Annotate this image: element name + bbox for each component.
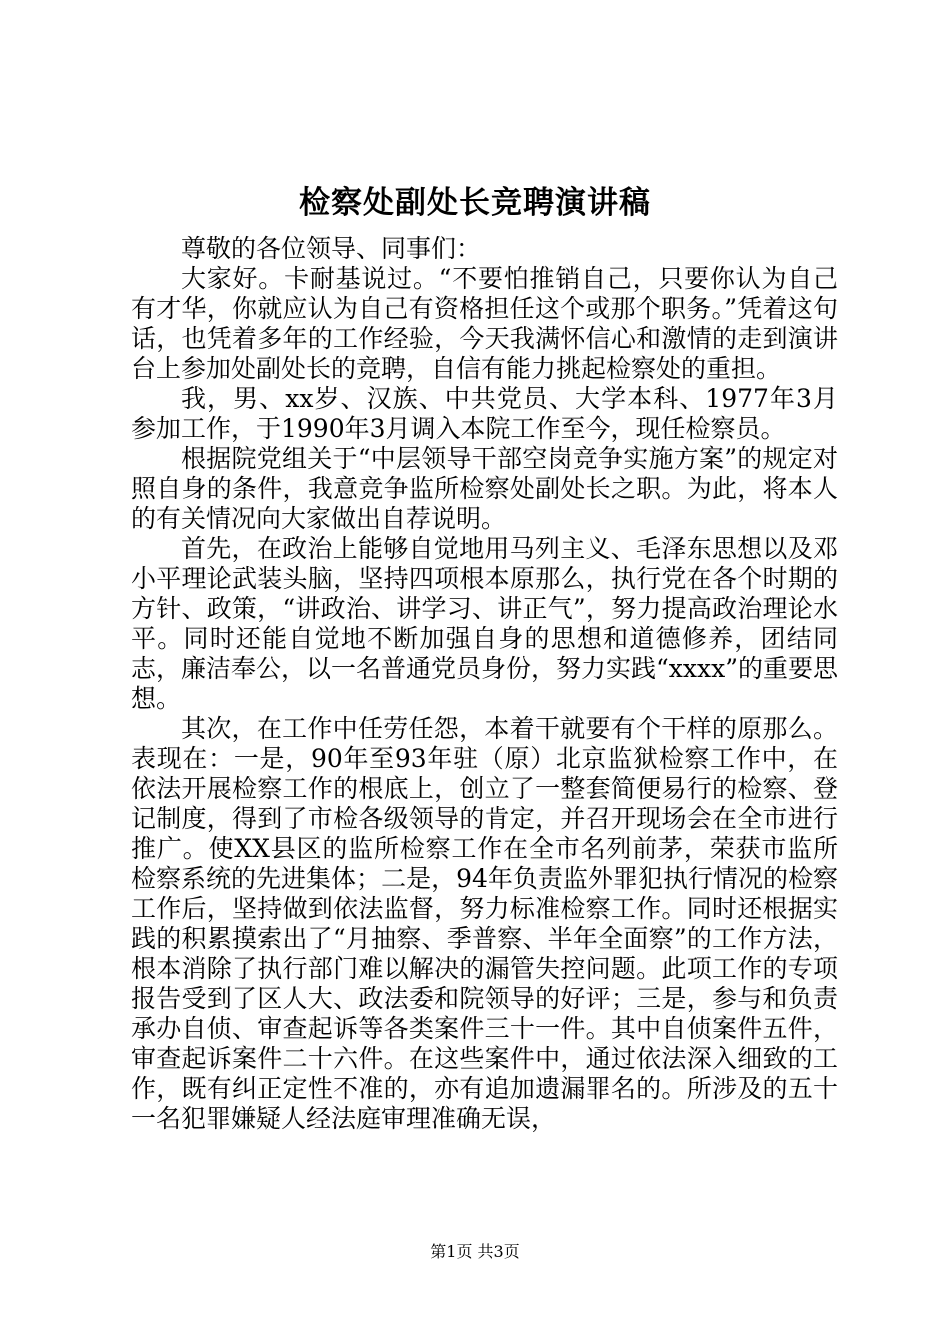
paragraph-work-record: 其次，在工作中任劳任怨，本着干就要有个干样的原那么。表现在：一是，90年至93年驻（原）北京监狱检察工作中，在依法开展检察工作的根底上，创立了一整套简便易行的检察、登记制度，得到了市检各级领导的肯定，并召开现场会在全市进行推广。使XX县区的监所检察工作在全市名列前茅，荣获市监所检察系统的先进集体；二是，94年负责监外罪犯执行情况的检察工作后，坚持做到依法监督，努力标准检察工作。同时还根据实践的积累摸索出了“月抽察、季普察、半年全面察”的工作方法，根本消除了执行部门难以解决的漏管失控问题。此项工作的专项报告受到了区人大、政法委和院领导的好评；三是，参与和负责承办自侦、审查起诉等各类案件三十一件。其中自侦案件五件，审查起诉案件二十六件。在这些案件中，通过依法深入细致的工作，既有纠正定性不准的，亦有追加遗漏罪名的。所涉及的五十一名犯罪嫌疑人经法庭审理准确无误， <box>131 714 838 1133</box>
paragraph-personal-info: 我，男、xx岁、汉族、中共党员、大学本科、1977年3月参加工作，于1990年3月调入本院工作至今，现任检察员。 <box>131 384 838 443</box>
document-body <box>131 234 838 1134</box>
paragraph-position-intent: 根据院党组关于“中层领导干部空岗竞争实施方案”的规定对照自身的条件，我意竞争监所检察处副处长之职。为此，将本人的有关情况向大家做出自荐说明。 <box>131 444 838 533</box>
paragraph-opening: 大家好。卡耐基说过。“不要怕推销自己，只要你认为自己有才华，你就应认为自己有资格担任这个或那个职务。”凭着这句话，也凭着多年的工作经验，今天我满怀信心和激情的走到演讲台上参加处副处长的竞聘，自信有能力挑起检察处的重担。 <box>131 264 838 383</box>
paragraph-salutation: 尊敬的各位领导、同事们： <box>181 234 482 263</box>
paragraph-political: 首先，在政治上能够自觉地用马列主义、毛泽东思想以及邓小平理论武装头脑，坚持四项根本原那么，执行党在各个时期的方针、政策，“讲政治、讲学习、讲正气”，努力提高政治理论水平。同时还能自觉地不断加强自身的思想和道德修养，团结同志，廉洁奉公，以一名普通党员身份，努力实践“xxxx”的重要思想。 <box>131 534 838 713</box>
page-number-footer: 第1页 共3页 <box>430 1242 520 1261</box>
document-title: 检察处副处长竞聘演讲稿 <box>299 185 651 221</box>
